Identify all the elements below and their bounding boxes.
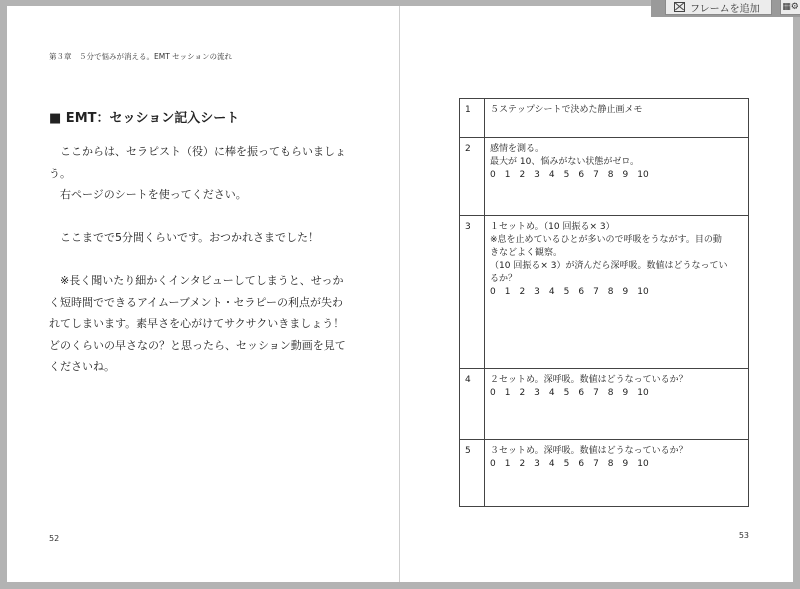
- paragraph-line: う。: [49, 166, 71, 180]
- row-number: 2: [460, 138, 485, 216]
- paragraph-line: ※長く聞いたり細かくインタビューしてしまうと、せっか: [60, 274, 344, 287]
- rating-scale: 0 1 2 3 4 5 6 7 8 9 10: [490, 287, 649, 297]
- row-line: １セットめ。（10 回振る× 3）: [490, 222, 615, 232]
- viewer-toolbar: [651, 0, 800, 17]
- row-line: 最大が 10、悩みがない状態がゼロ。: [490, 157, 639, 167]
- row-number: 3: [460, 216, 485, 369]
- paragraph-line: どのくらいの早さなの？と思ったら、セッション動画を見て: [49, 338, 346, 352]
- row-line: るか？: [490, 274, 518, 284]
- rating-scale: 0 1 2 3 4 5 6 7 8 9 10: [490, 170, 649, 180]
- table-row: [460, 138, 749, 216]
- row-number: 5: [460, 440, 485, 507]
- row-line: きなどよく観察。: [490, 248, 563, 258]
- row-content: [485, 216, 749, 369]
- row-number: 1: [460, 99, 485, 138]
- session-sheet-table: [459, 98, 749, 507]
- row-content: [485, 440, 749, 507]
- section-title: ■ EMT：セッション記入シート: [49, 111, 240, 126]
- body-text: [49, 141, 369, 378]
- paragraph-line: くださいね。: [49, 360, 115, 373]
- row-content: [485, 138, 749, 216]
- row-line: 感情を測る。: [490, 144, 545, 154]
- table-row: [460, 440, 749, 507]
- row-line: ５ステップシートで決めた静止画メモ: [490, 105, 643, 115]
- paragraph-line: 右ページのシートを使ってください。: [60, 188, 247, 201]
- rating-scale: 0 1 2 3 4 5 6 7 8 9 10: [490, 388, 649, 398]
- rating-scale: 0 1 2 3 4 5 6 7 8 9 10: [490, 459, 649, 469]
- paragraph-line: ここからは、セラピスト（役）に棒を振ってもらいましょ: [60, 145, 346, 158]
- left-page: [7, 6, 399, 582]
- page-number-left: 52: [49, 534, 60, 543]
- add-frame-button[interactable]: [665, 0, 772, 15]
- add-frame-label: フレームを追加: [690, 3, 760, 15]
- row-line: （10 回振る× 3）が済んだら深呼吸。数値はどうなってい: [490, 261, 728, 271]
- frame-settings-icon: ▦⚙: [782, 2, 799, 12]
- paragraph-line: ここまでで5分間くらいです。おつかれさまでした！: [60, 231, 320, 244]
- row-line: ２セットめ。深呼吸。数値はどうなっているか？: [490, 375, 688, 385]
- page-number-right: 53: [738, 531, 749, 540]
- row-line: ３セットめ。深呼吸。数値はどうなっているか？: [490, 446, 688, 456]
- row-line: ※息を止めているひとが多いので呼吸をうながす。目の動: [490, 235, 722, 245]
- table-row: [460, 216, 749, 369]
- paragraph-line: れてしまいます。素早さを心がけてサクサクいきましょう！: [49, 317, 345, 330]
- row-content: [485, 99, 749, 138]
- table-row: [460, 369, 749, 440]
- running-head: 第３章 ５分で悩みが消える。EMT セッションの流れ: [49, 52, 233, 61]
- table-row: [460, 99, 749, 138]
- paragraph-line: く短時間でできるアイムーブメント・セラピーの利点が失わ: [49, 295, 344, 309]
- frame-placeholder-icon: [674, 2, 685, 12]
- right-page: [400, 6, 793, 582]
- row-content: [485, 369, 749, 440]
- row-number: 4: [460, 369, 485, 440]
- frame-settings-button[interactable]: [780, 0, 800, 15]
